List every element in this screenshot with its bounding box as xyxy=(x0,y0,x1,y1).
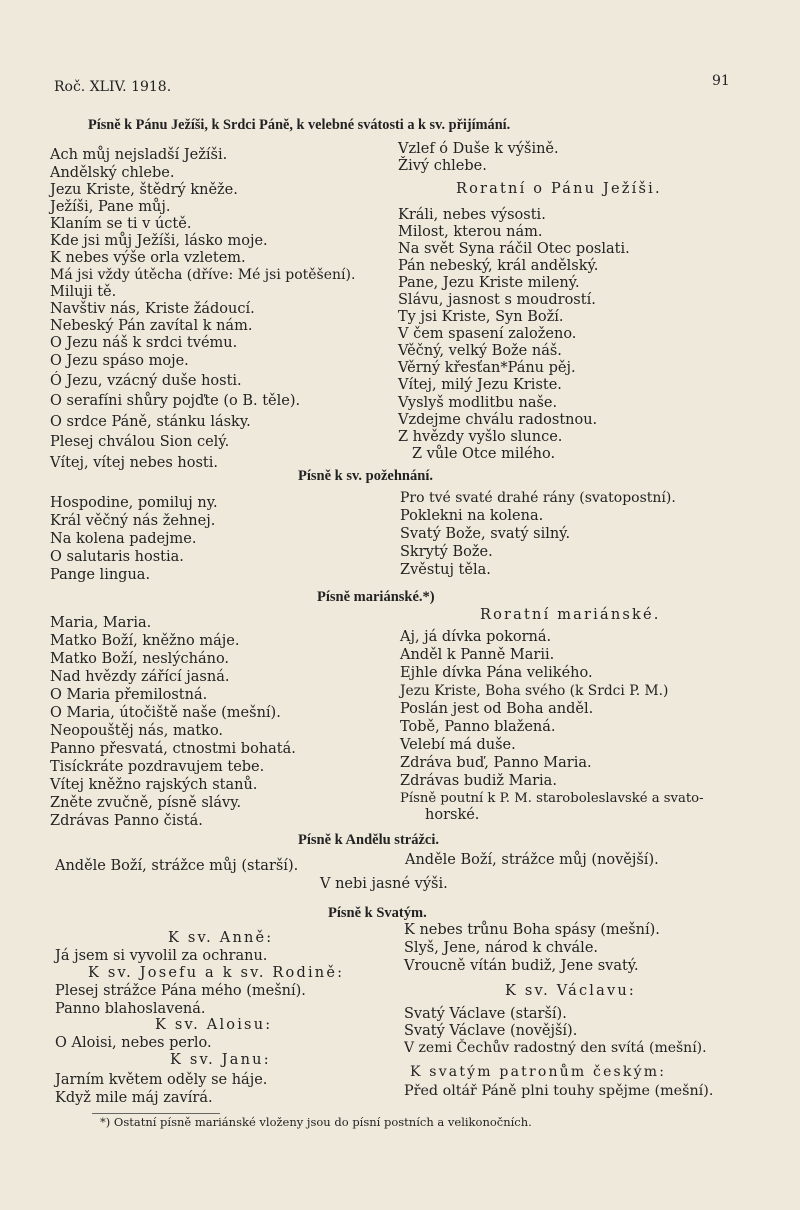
list-item: Tisíckráte pozdravujem tebe. xyxy=(50,759,265,775)
list-item: Vítej, vítej nebes hosti. xyxy=(50,455,218,471)
list-item: Poslán jest od Boha anděl. xyxy=(400,701,594,717)
section-heading-guardian-angel: Písně k Andělu strážci. xyxy=(298,832,439,848)
list-item: V nebi jasné výši. xyxy=(320,876,448,892)
list-item: O salutaris hostia. xyxy=(50,549,184,565)
list-item: horské. xyxy=(425,807,480,823)
list-item: K nebes trůnu Boha spásy (mešní). xyxy=(404,922,660,938)
list-item: Pro tvé svaté drahé rány (svatopostní). xyxy=(400,490,676,506)
list-item: Ty jsi Kriste, Syn Boží. xyxy=(398,309,564,325)
list-item: Z vůle Otce milého. xyxy=(412,446,556,462)
list-item: Neopouštěj nás, matko. xyxy=(50,723,224,739)
list-item: V zemi Čechův radostný den svítá (mešní). xyxy=(404,1040,707,1056)
list-item: K nebes výše orla vzletem. xyxy=(50,250,246,266)
list-item: Z hvězdy vyšlo slunce. xyxy=(398,429,563,445)
list-item: Živý chlebe. xyxy=(398,158,487,174)
list-item: Velebí má duše. xyxy=(400,737,516,753)
list-item: Milost, kterou nám. xyxy=(398,224,543,240)
running-header: Roč. XLIV. 1918. xyxy=(54,79,172,95)
section-heading-saints: Písně k Svatým. xyxy=(328,905,427,921)
list-item: Vítej kněžno rajských stanů. xyxy=(50,777,258,793)
list-item: Plesej chválou Sion celý. xyxy=(50,434,230,450)
list-item: Věrný křesťan*Pánu pěj. xyxy=(398,360,576,376)
list-item: Miluji tě. xyxy=(50,284,117,300)
list-item: Králi, nebes výsosti. xyxy=(398,207,546,223)
section-heading-marian: Písně mariánské.*) xyxy=(317,589,435,605)
list-item: Ó Jezu, vzácný duše hosti. xyxy=(50,373,242,389)
list-item: Zněte zvučně, písně slávy. xyxy=(50,795,242,811)
list-item: Matko Boží, neslýcháno. xyxy=(50,651,230,667)
list-item: Tobě, Panno blažená. xyxy=(400,719,556,735)
list-item: Já jsem si vyvolil za ochranu. xyxy=(55,948,268,964)
list-item: Jarním květem oděly se háje. xyxy=(55,1072,268,1088)
list-item: V čem spasení založeno. xyxy=(398,326,577,342)
list-item: Když mile máj zavírá. xyxy=(55,1090,213,1106)
list-item: Anděle Boží, strážce můj (novější). xyxy=(405,852,659,868)
list-item: Na kolena padejme. xyxy=(50,531,197,547)
list-item: O Maria přemilostná. xyxy=(50,687,208,703)
list-item: Svatý Bože, svatý silný. xyxy=(400,526,571,542)
list-item: Panno přesvatá, ctnostmi bohatá. xyxy=(50,741,296,757)
list-item: Vroucně vítán budiž, Jene svatý. xyxy=(404,958,639,974)
section-heading-blessing: Písně k sv. požehnání. xyxy=(298,468,433,484)
list-item: Plesej strážce Pána mého (mešní). xyxy=(55,983,306,999)
subheading: K svatým patronům českým: xyxy=(410,1064,667,1080)
list-item: Anděle Boží, strážce můj (starší). xyxy=(55,858,299,874)
list-item: O Aloisi, nebes perlo. xyxy=(55,1035,212,1051)
list-item: Slávu, jasnost s moudrostí. xyxy=(398,292,596,308)
list-item: Pange lingua. xyxy=(50,567,151,583)
list-item: Vyslyš modlitbu naše. xyxy=(398,395,558,411)
list-item: Vzlef ó Duše k výšině. xyxy=(398,141,559,157)
list-item: Klaním se ti v úctě. xyxy=(50,216,192,232)
page-number: 91 xyxy=(712,73,730,89)
list-item: Matko Boží, kněžno máje. xyxy=(50,633,240,649)
list-item: Navštiv nás, Kriste žádoucí. xyxy=(50,301,255,317)
list-item: Panno blahoslavená. xyxy=(55,1001,206,1017)
subheading: Roratní mariánské. xyxy=(480,607,661,623)
list-item: Anděl k Panně Marii. xyxy=(400,647,555,663)
list-item: Ach můj nejsladší Ježíši. xyxy=(50,147,228,163)
list-item: Jezu Kriste, štědrý kněže. xyxy=(50,182,238,198)
list-item: Má jsi vždy útěcha (dříve: Mé jsi potěšení). xyxy=(50,267,356,283)
section-heading-jesus: Písně k Pánu Ježíši, k Srdci Páně, k velebné svátosti a k sv. přijímání. xyxy=(88,117,511,133)
list-item: O srdce Páně, stánku lásky. xyxy=(50,414,251,430)
list-item: O Maria, útočiště naše (mešní). xyxy=(50,705,281,721)
subheading: K sv. Josefu a k sv. Rodině: xyxy=(88,965,345,981)
list-item: Písně poutní k P. M. staroboleslavské a svato- xyxy=(400,791,704,806)
list-item: Andělský chlebe. xyxy=(50,165,175,181)
list-item: Aj, já dívka pokorná. xyxy=(400,629,552,645)
list-item: Maria, Maria. xyxy=(50,615,152,631)
list-item: Zvěstuj těla. xyxy=(400,562,491,578)
list-item: Před oltář Páně plni touhy spějme (mešní). xyxy=(404,1083,714,1099)
list-item: Zdrávas budiž Maria. xyxy=(400,773,557,789)
subheading: K sv. Anně: xyxy=(168,930,274,946)
subheading: K sv. Aloisu: xyxy=(155,1017,273,1033)
list-item: Zdrávas Panno čistá. xyxy=(50,813,203,829)
list-item: Zdráva buď, Panno Maria. xyxy=(400,755,592,771)
list-item: Ježíši, Pane můj. xyxy=(50,199,171,215)
list-item: Ejhle dívka Pána velikého. xyxy=(400,665,593,681)
list-item: Vzdejme chválu radostnou. xyxy=(398,412,598,428)
list-item: Svatý Václave (starší). xyxy=(404,1006,567,1022)
list-item: Na svět Syna ráčil Otec poslati. xyxy=(398,241,630,257)
footnote: *) Ostatní písně mariánské vloženy jsou do písní postních a velikonočních. xyxy=(100,1115,532,1129)
list-item: Svatý Václave (novější). xyxy=(404,1023,578,1039)
list-item: Kde jsi můj Ježíši, lásko moje. xyxy=(50,233,268,249)
subheading: K sv. Václavu: xyxy=(505,983,636,999)
list-item: Hospodine, pomiluj ny. xyxy=(50,495,218,511)
list-item: Jezu Kriste, Boha svého (k Srdci P. M.) xyxy=(400,683,669,699)
list-item: Nad hvězdy zářící jasná. xyxy=(50,669,230,685)
list-item: Král věčný nás žehnej. xyxy=(50,513,216,529)
list-item: Věčný, velký Bože náš. xyxy=(398,343,562,359)
subheading: K sv. Janu: xyxy=(170,1052,271,1068)
list-item: Vítej, milý Jezu Kriste. xyxy=(398,377,562,393)
list-item: Slyš, Jene, národ k chvále. xyxy=(404,940,599,956)
list-item: Poklekni na kolena. xyxy=(400,508,544,524)
list-item: Skrytý Bože. xyxy=(400,544,493,560)
list-item: Pán nebeský, král andělský. xyxy=(398,258,599,274)
list-item: Nebeský Pán zavítal k nám. xyxy=(50,318,253,334)
list-item: O serafíni shůry pojďte (o B. těle). xyxy=(50,393,301,409)
list-item: O Jezu spáso moje. xyxy=(50,353,189,369)
list-item: O Jezu náš k srdci tvému. xyxy=(50,335,238,351)
footnote-rule xyxy=(92,1113,220,1114)
list-item: Pane, Jezu Kriste milený. xyxy=(398,275,580,291)
subheading: Roratní o Pánu Ježíši. xyxy=(456,181,662,197)
